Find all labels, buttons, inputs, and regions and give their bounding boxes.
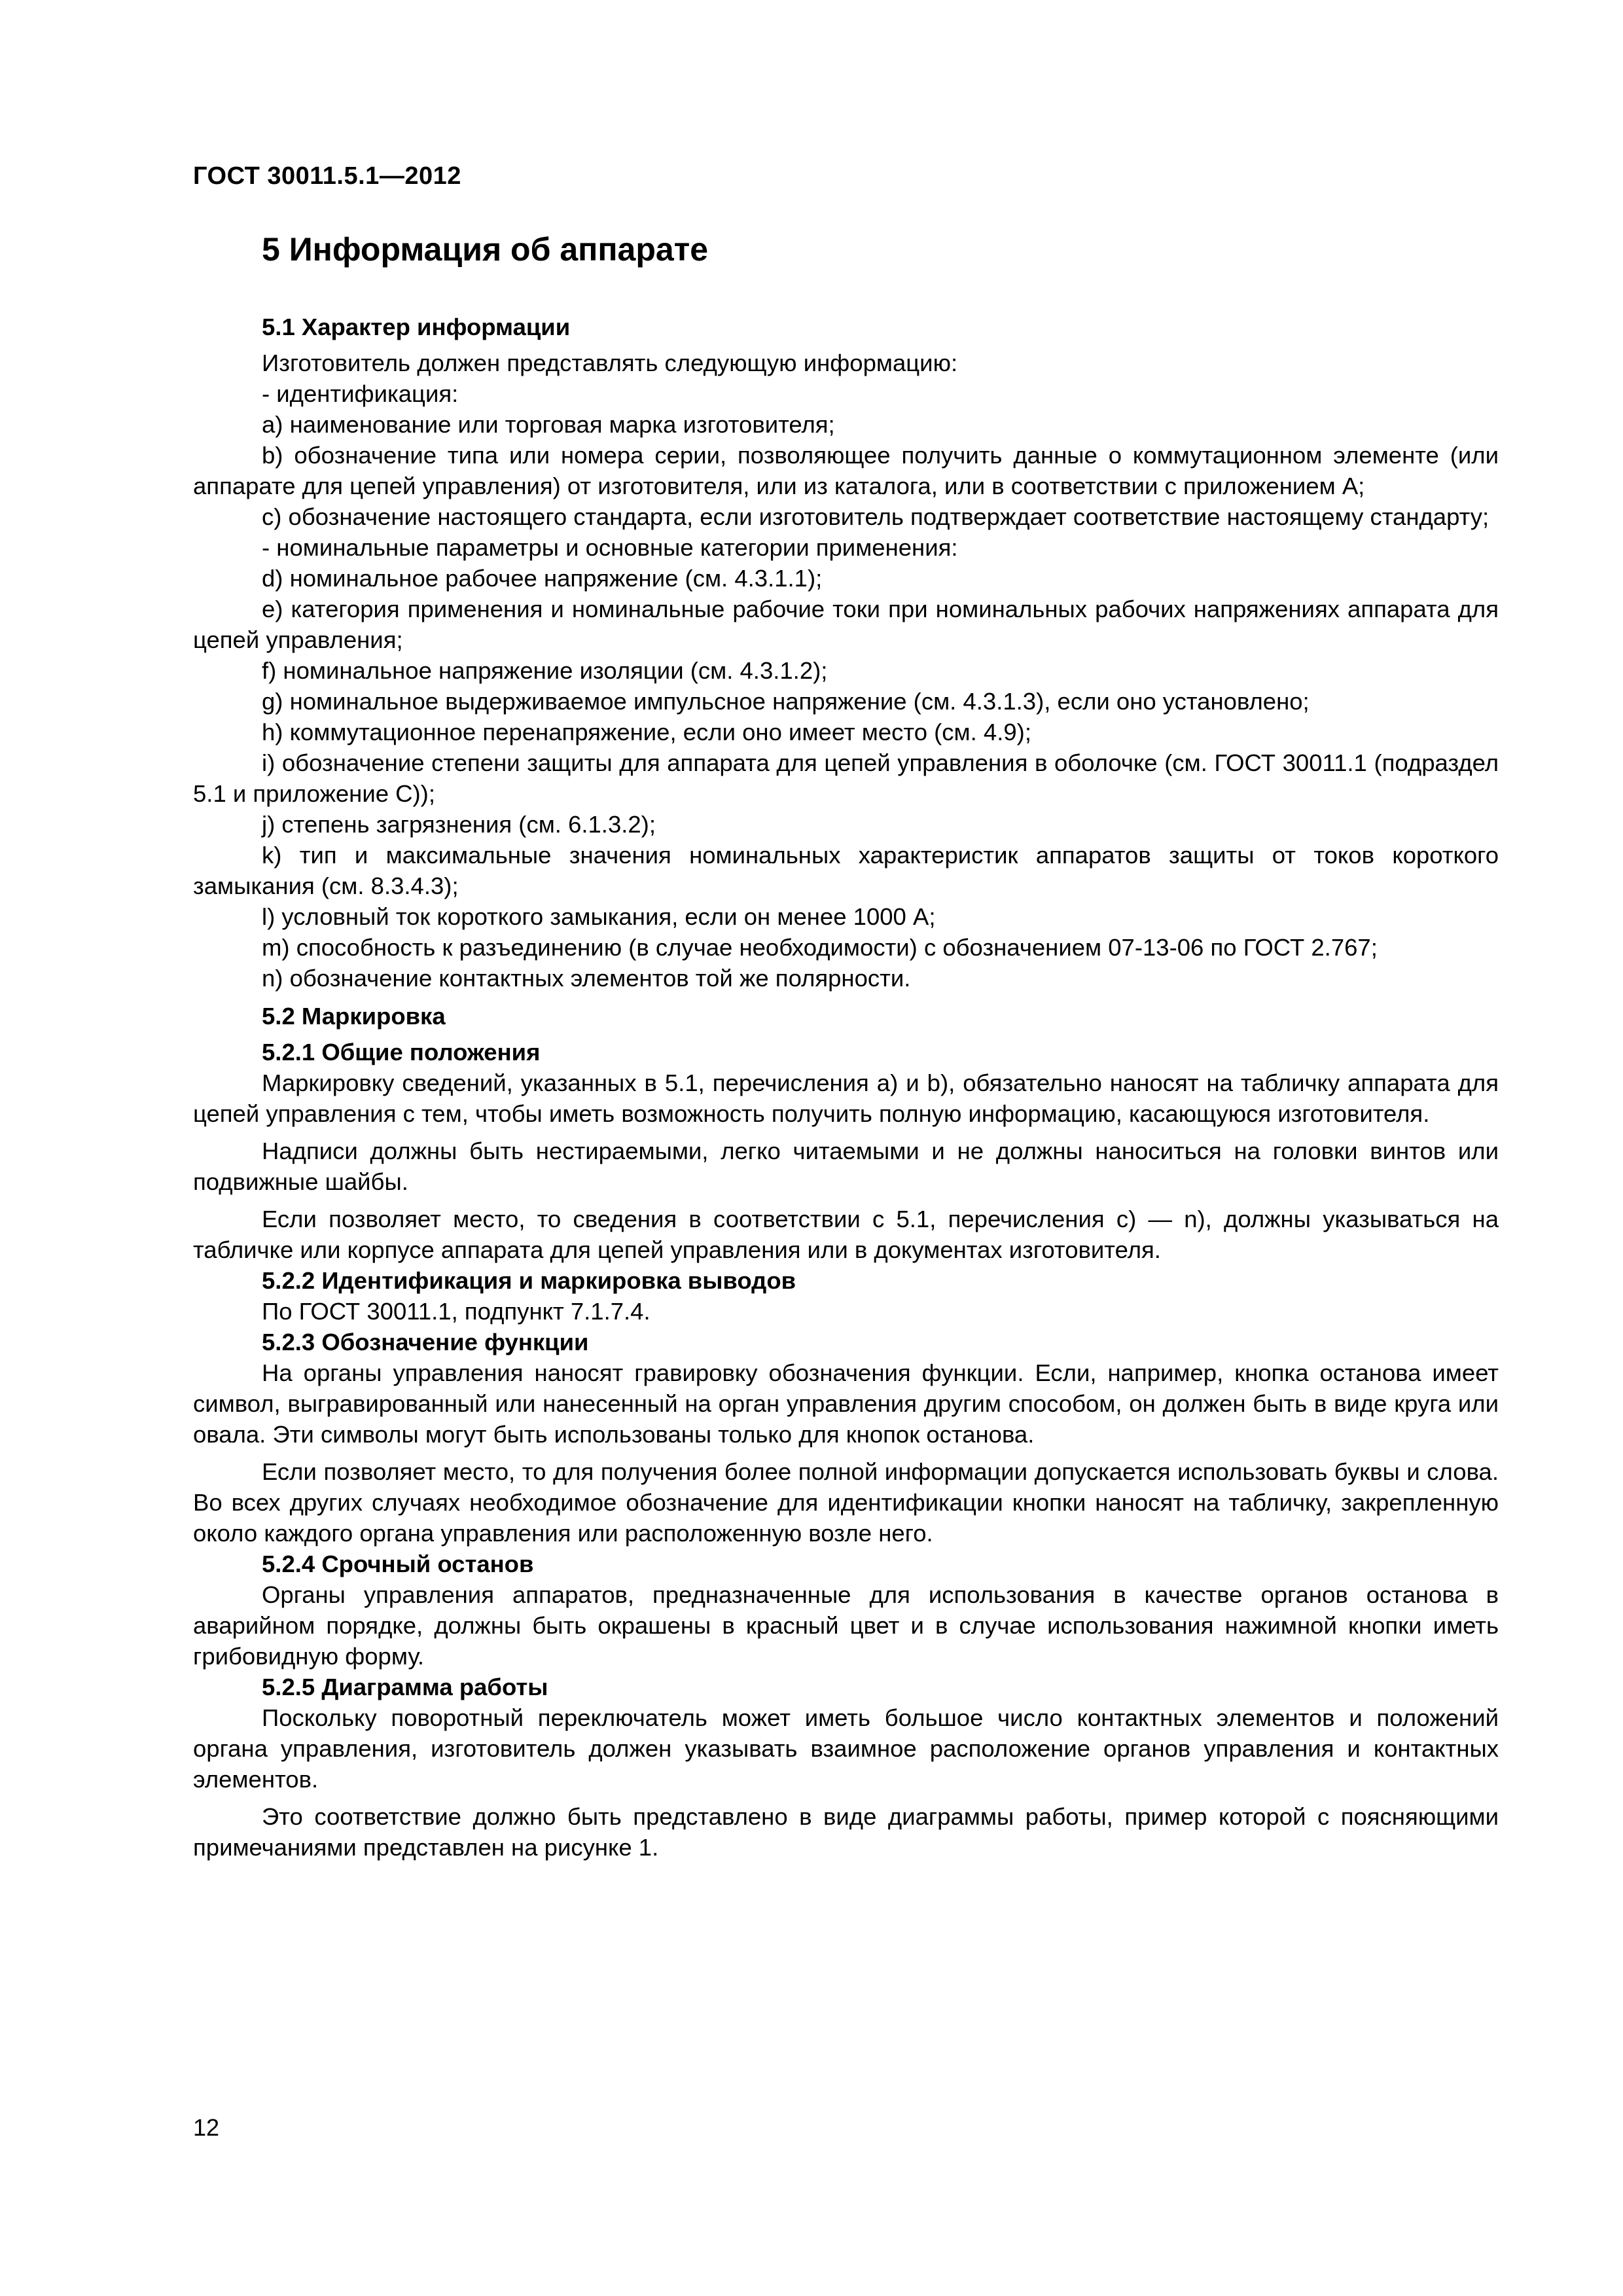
list-item-b: b) обозначение типа или номера серии, позволяющее получить данные о коммутационном элементе (или аппарате для цепей управления) от изготовителя, или из каталога, или в соответствии с приложением А; bbox=[193, 442, 1499, 499]
paragraph: Маркировку сведений, указанных в 5.1, перечисления а) и b), обязательно наносят на табличку аппарата для цепей управления с тем, чтобы иметь возможность получить полную информацию, касающуюся изготовителя. bbox=[193, 1069, 1499, 1127]
clause-title-5-2-1: 5.2.1 Общие положения bbox=[262, 1039, 541, 1066]
clause-title-5-2-4: 5.2.4 Срочный останов bbox=[262, 1551, 534, 1577]
paragraph: Изготовитель должен представлять следующую информацию: bbox=[262, 350, 958, 376]
list-item-g: g) номинальное выдерживаемое импульсное напряжение (см. 4.3.1.3), если оно установлено; bbox=[262, 688, 1310, 715]
list-item-j: j) степень загрязнения (см. 6.1.3.2); bbox=[262, 811, 656, 838]
list-item-m: m) способность к разъединению (в случае необходимости) с обозначением 07-13-06 по ГОСТ 2.767; bbox=[262, 934, 1378, 961]
page-number: 12 bbox=[193, 2114, 220, 2141]
list-item-c: с) обозначение настоящего стандарта, если изготовитель подтверждает соответствие настоящему стандарту; bbox=[262, 503, 1489, 530]
list-item-a: а) наименование или торговая марка изготовителя; bbox=[262, 411, 835, 438]
paragraph: Если позволяет место, то для получения более полной информации допускается использовать буквы и слова. Во всех других случаях необходимое обозначение для идентификации кнопки наносят на табличку, закрепленную около каждого органа управления или расположенную возле него. bbox=[193, 1458, 1499, 1547]
list-item-l: l) условный ток короткого замыкания, если он менее 1000 А; bbox=[262, 903, 936, 930]
list-item-k: k) тип и максимальные значения номинальных характеристик аппаратов защиты от токов короткого замыкания (см. 8.3.4.3); bbox=[193, 842, 1499, 899]
list-item-h: h) коммутационное перенапряжение, если оно имеет место (см. 4.9); bbox=[262, 719, 1031, 745]
clause-title-5-2-5: 5.2.5 Диаграмма работы bbox=[262, 1674, 548, 1700]
clause-title-5-2-3: 5.2.3 Обозначение функции bbox=[262, 1329, 589, 1355]
list-heading: - номинальные параметры и основные категории применения: bbox=[262, 534, 958, 561]
document-body bbox=[193, 304, 1499, 1863]
list-heading: - идентификация: bbox=[262, 380, 459, 407]
subsection-title-5-1: 5.1 Характер информации bbox=[262, 314, 571, 340]
list-item-e: е) категория применения и номинальные рабочие токи при номинальных рабочих напряжениях аппарата для цепей управления; bbox=[193, 596, 1499, 653]
paragraph: На органы управления наносят гравировку обозначения функции. Если, например, кнопка останова имеет символ, выгравированный или нанесенный на орган управления другим способом, он должен быть в виде круга или овала. Эти символы могут быть использованы только для кнопок останова. bbox=[193, 1359, 1499, 1448]
paragraph: Поскольку поворотный переключатель может иметь большое число контактных элементов и положений органа управления, изготовитель должен указывать взаимное расположение органов управления и контактных элементов. bbox=[193, 1704, 1499, 1793]
paragraph: Надписи должны быть нестираемыми, легко читаемыми и не должны наноситься на головки винтов или подвижные шайбы. bbox=[193, 1138, 1499, 1195]
paragraph: Органы управления аппаратов, предназначенные для использования в качестве органов останова в аварийном порядке, должны быть окрашены в красный цвет и в случае использования нажимной кнопки иметь грибовидную форму. bbox=[193, 1581, 1499, 1670]
paragraph: По ГОСТ 30011.1, подпункт 7.1.7.4. bbox=[262, 1298, 651, 1325]
document-header: ГОСТ 30011.5.1—2012 bbox=[193, 162, 461, 190]
paragraph: Если позволяет место, то сведения в соответствии с 5.1, перечисления с) — n), должны указываться на табличке или корпусе аппарата для цепей управления или в документах изготовителя. bbox=[193, 1206, 1499, 1263]
subsection-title-5-2: 5.2 Маркировка bbox=[262, 1003, 446, 1030]
list-item-f: f) номинальное напряжение изоляции (см. 4.3.1.2); bbox=[262, 657, 828, 684]
list-item-i: i) обозначение степени защиты для аппарата для цепей управления в оболочке (см. ГОСТ 30011.1 (подраздел 5.1 и приложение С)); bbox=[193, 749, 1499, 807]
clause-title-5-2-2: 5.2.2 Идентификация и маркировка выводов bbox=[262, 1267, 796, 1294]
list-item-d: d) номинальное рабочее напряжение (см. 4.3.1.1); bbox=[262, 565, 823, 592]
section-title: 5 Информация об аппарате bbox=[262, 231, 709, 268]
list-item-n: n) обозначение контактных элементов той же полярности. bbox=[262, 965, 911, 992]
paragraph: Это соответствие должно быть представлено в виде диаграммы работы, пример которой с поясняющими примечаниями представлен на рисунке 1. bbox=[193, 1803, 1499, 1861]
